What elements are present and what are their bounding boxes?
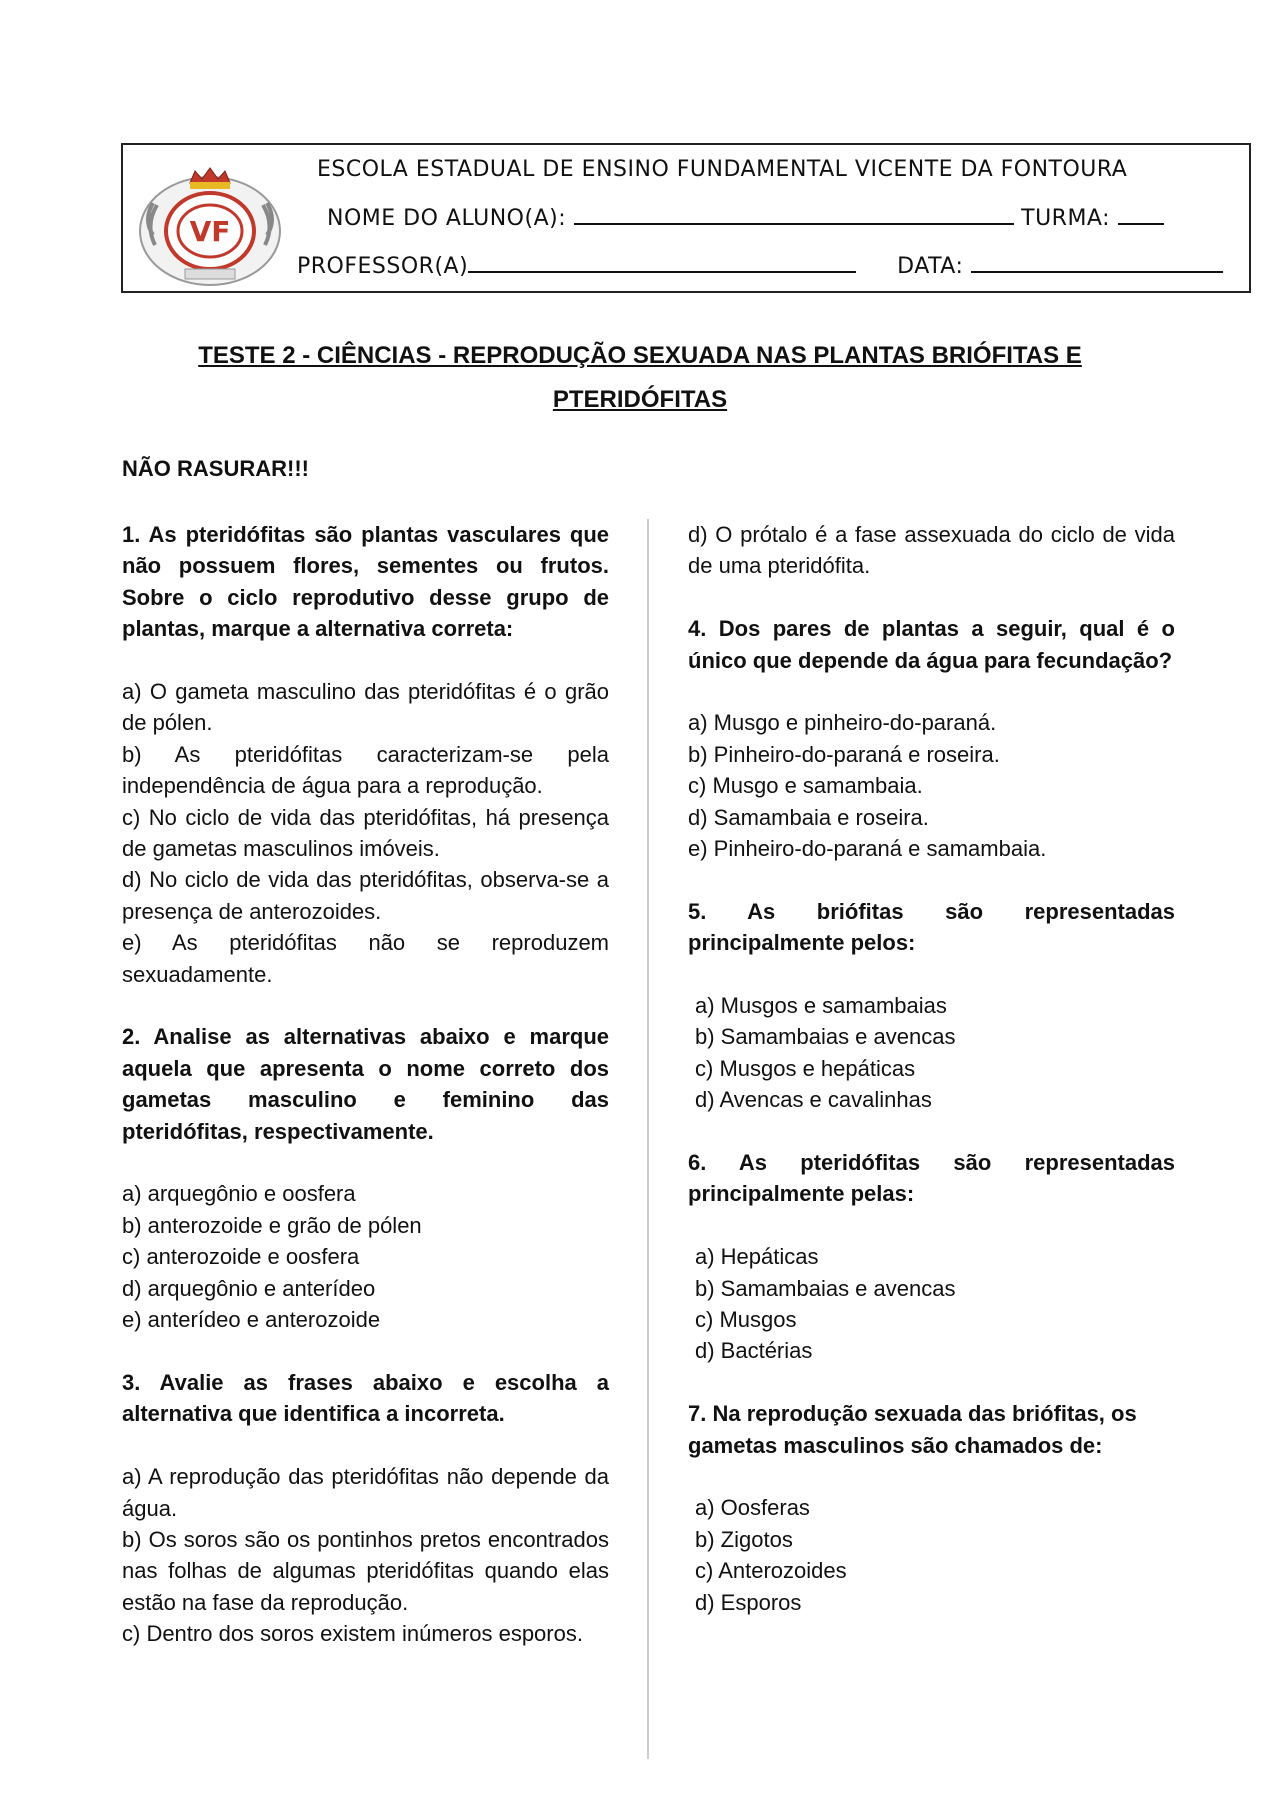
q4-option-a: a) Musgo e pinheiro-do-paraná. <box>688 710 997 736</box>
class-label: TURMA: <box>1021 206 1111 231</box>
teacher-line <box>297 251 1223 279</box>
q2-option-a: a) arquegônio e oosfera <box>122 1181 356 1207</box>
date-label: DATA: <box>897 254 964 279</box>
question-7: 7. Na reprodução sexuada das briófitas, os gametas masculinos são chamados de: <box>688 1401 1137 1458</box>
q7-option-d: d) Esporos <box>695 1589 802 1615</box>
q3-option-b: b) Os soros são os pontinhos pretos encontrados nas folhas de algumas pteridófitas quando elas estão na fase da reprodução. <box>122 1526 609 1615</box>
class-field[interactable] <box>1118 203 1164 225</box>
q3-option-c: c) Dentro dos soros existem inúmeros esporos. <box>122 1621 583 1647</box>
q4-option-c: c) Musgo e samambaia. <box>688 773 923 799</box>
q2-option-e: e) anterídeo e anterozoide <box>122 1307 381 1333</box>
question-6: 6. As pteridófitas são representadas principalmente pelas: <box>688 1150 1175 1207</box>
q3-option-a: a) A reprodução das pteridófitas não depende da água. <box>122 1464 609 1521</box>
q5-option-d: d) Avencas e cavalinhas <box>695 1087 932 1113</box>
question-3: 3. Avalie as frases abaixo e escolha a alternativa que identifica a incorreta. <box>122 1369 609 1427</box>
q3-option-d: d) O prótalo é a fase assexuada do ciclo de vida de uma pteridófita. <box>688 522 1175 579</box>
question-5: 5. As briófitas são representadas principalmente pelos: <box>688 898 1175 956</box>
q6-option-d: d) Bactérias <box>695 1338 813 1364</box>
q4-option-d: d) Samambaia e roseira. <box>688 804 929 830</box>
student-name-line <box>327 203 1164 231</box>
school-logo <box>135 165 285 287</box>
q1-option-b: b) As pteridófitas caracterizam-se pela independência de água para a reprodução. <box>122 741 609 799</box>
school-name: ESCOLA ESTADUAL DE ENSINO FUNDAMENTAL VICENTE DA FONTOURA <box>317 157 1128 182</box>
q1-option-c: c) No ciclo de vida das pteridófitas, há presença de gametas masculinos imóveis. <box>122 804 609 862</box>
test-title-line2: PTERIDÓFITAS <box>552 386 728 413</box>
q5-option-b: b) Samambaias e avencas <box>695 1024 956 1050</box>
date-field[interactable] <box>971 251 1223 273</box>
column-divider <box>647 519 649 1759</box>
q1-option-d: d) No ciclo de vida das pteridófitas, observa-se a presença de anterozoides. <box>122 867 609 924</box>
student-name-label: NOME DO ALUNO(A): <box>327 206 567 231</box>
student-name-field[interactable] <box>574 203 1014 225</box>
q7-option-a: a) Oosferas <box>695 1495 810 1521</box>
right-column <box>688 519 1175 1618</box>
left-column <box>122 519 609 1650</box>
q2-option-b: b) anterozoide e grão de pólen <box>122 1212 422 1238</box>
q6-option-b: b) Samambaias e avencas <box>695 1275 956 1301</box>
q2-option-d: d) arquegônio e anterídeo <box>122 1275 376 1301</box>
q1-option-e: e) As pteridófitas não se reproduzem sexuadamente. <box>122 930 609 987</box>
teacher-field[interactable] <box>468 251 856 273</box>
q4-option-b: b) Pinheiro-do-paraná e roseira. <box>688 741 1000 767</box>
q5-option-a: a) Musgos e samambaias <box>695 993 947 1019</box>
svg-text:VF: VF <box>189 215 231 248</box>
q5-option-c: c) Musgos e hepáticas <box>695 1055 916 1081</box>
question-4: 4. Dos pares de plantas a seguir, qual é o único que depende da água para fecundação? <box>688 616 1175 673</box>
q2-option-c: c) anterozoide e oosfera <box>122 1244 360 1270</box>
q6-option-a: a) Hepáticas <box>695 1244 819 1270</box>
q4-option-e: e) Pinheiro-do-paraná e samambaia. <box>688 836 1047 862</box>
q7-option-c: c) Anterozoides <box>695 1558 847 1584</box>
header-box <box>121 143 1251 293</box>
warning-text: NÃO RASURAR!!! <box>122 456 309 481</box>
q6-option-c: c) Musgos <box>695 1307 797 1333</box>
question-1: 1. As pteridófitas são plantas vasculares que não possuem flores, sementes ou frutos. Sobre o ciclo reprodutivo desse grupo de plantas, marque a alternativa correta: <box>122 522 609 642</box>
q7-option-b: b) Zigotos <box>695 1526 793 1552</box>
q1-option-a: a) O gameta masculino das pteridófitas é o grão de pólen. <box>122 679 609 736</box>
question-2: 2. Analise as alternativas abaixo e marque aquela que apresenta o nome correto dos gametas masculino e feminino das pteridófitas, respectivamente. <box>122 1024 609 1144</box>
test-title-line1: TESTE 2 - CIÊNCIAS - REPRODUÇÃO SEXUADA NAS PLANTAS BRIÓFITAS E <box>198 342 1082 369</box>
teacher-label: PROFESSOR(A) <box>297 254 469 279</box>
